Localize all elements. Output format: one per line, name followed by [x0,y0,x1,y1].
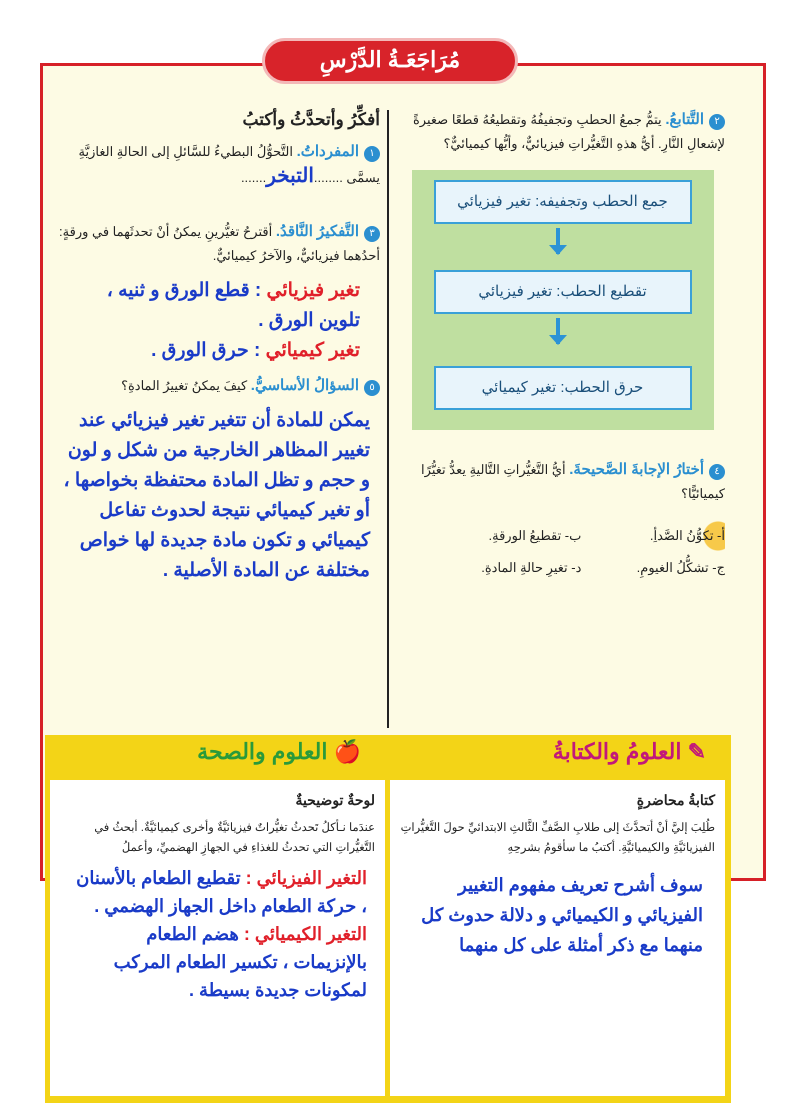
health-panel: لوحةٌ توضيحيةٌ عندَما نـأكلُ تَحدثُ تغيُّراتٌ فيزيائيَّةٌ وأخرى كيميائيَّةٌ. أبحثُ في التَّغيُّراتِ التي تحدثُ للغذاءِ في الجهازِ الهضميِّ، وأعملُ التغير الفيزيائي : تقطيع الطعام بالأسنان ، حركة الطعام داخل الجهاز الهضمي . التغير الكيميائي : هضم الطعام بالإنزيمات ، تكسير الطعام المركب لمكونات جديدة بسيطة . [50,780,385,1096]
answer-options [400,520,725,584]
flow-step: تقطيع الحطب: تغير فيزيائي [434,270,692,314]
health-answer: التغير الفيزيائي : تقطيع الطعام بالأسنان ، حركة الطعام داخل الجهاز الهضمي . التغير الكيميائي : هضم الطعام بالإنزيمات ، تكسير الطعام المركب لمكونات جديدة بسيطة . [76,868,367,1000]
question-5: ٥السؤالُ الأساسيُّ. كيفَ يمكنُ تغييرُ المادةِ؟ [55,374,380,398]
option-a[interactable]: أ- تكوُّنُ الصَّدأِ. [585,520,725,552]
column-divider [387,110,389,728]
option-b[interactable]: ب- تقطيعُ الورقةِ. [488,528,582,543]
option-d[interactable]: د- تغيرِ حالةِ المادةِ. [481,560,582,575]
writing-answer: سوف أشرح تعريف مفهوم التغيير الفيزيائي و الكيميائي و دلالة حدوث كل منهما مع ذكر أمثلة على كل منهما [421,875,703,955]
writing-panel: كتابةُ محاضرةٍ طُلِبَ إليَّ أنْ أتحدَّثَ إلى طلابِ الصَّفِّ الثَّالثِ الابتدائيِّ حولَ التَّغيُّراتِ الفيزيائيَّةِ والكيميائيَّةِ. أكتبُ ما سأقومُ بشرحِهِ سوف أشرح تعريف مفهوم التغيير الفيزيائي و الكيميائي و دلالة حدوث كل منهما مع ذكر أمثلة على كل منهما [390,780,725,1096]
flow-step: حرق الحطب: تغير كيميائي [434,366,692,410]
option-c[interactable]: ج- تشكُّلُ الغيومِ. [636,560,725,575]
arrow-down-icon [556,228,560,254]
right-column [400,108,725,584]
cross-curricular-band [45,735,731,1103]
page-title: مُرَاجَعَـةُ الدَّرْسِ [262,38,518,84]
question-3: ٣التَّفكيرُ النَّاقدُ. أقترحُ تغيُّرينِ يمكنُ أنْ تحدثَهما في ورقةٍ: أحدُهما فيزيائيٌّ، والآخرُ كيميائيٌّ. [59,223,380,263]
left-column [55,108,380,586]
answer-1: التبخر [266,165,314,187]
section-heading: أفكِّرُ وأتحدَّثُ وأكتبُ [242,110,380,129]
question-2: ٢التَّتابعُ. يتمُّ جمعُ الحطبِ وتجفيفُهُ وتقطيعُهُ قطعًا صغيرةً لإشعالِ النَّارِ. أيُّ هذهِ التَّغيُّراتِ فيزيائيٌّ، وأيُّها كيميائيٌّ؟ [412,111,725,151]
answer-3: تغير فيزيائي : قطع الورق و ثنيه ، تلوين الورق . تغير كيميائي : حرق الورق . [106,280,360,361]
health-header: 🍎 العلوم والصحة [197,739,361,764]
question-1: ١المفرداتُ. التَّحوُّلُ البطيءُ للسَّائلِ إلى الحالةِ الغازيَّةِ يسمَّى ........التبخر....... [78,143,380,187]
arrow-down-icon [556,318,560,344]
number-badge: ٢ [709,114,725,130]
flowchart [412,170,714,430]
question-4: ٤أختارُ الإجابةَ الصَّحيحةَ. أيُّ التَّغيُّراتِ التَّاليةِ يعدُّ تغيُّرًا كيميائيًّا؟ [421,461,725,501]
flow-step: جمع الحطب وتجفيفه: تغير فيزيائي [434,180,692,224]
writing-header: ✎ العلومُ والكتابةُ [552,739,706,764]
answer-5: يمكن للمادة أن تتغير تغير فيزيائي عند تغيير المظاهر الخارجية من شكل و لون و حجم و تظل المادة محتفظة بخواصها ، أو تغير كيميائي نتيجة لحدوث تفاعل كيميائي و تكون مادة جديدة لها خواص مختلفة عن المادة الأصلية . [63,410,370,581]
